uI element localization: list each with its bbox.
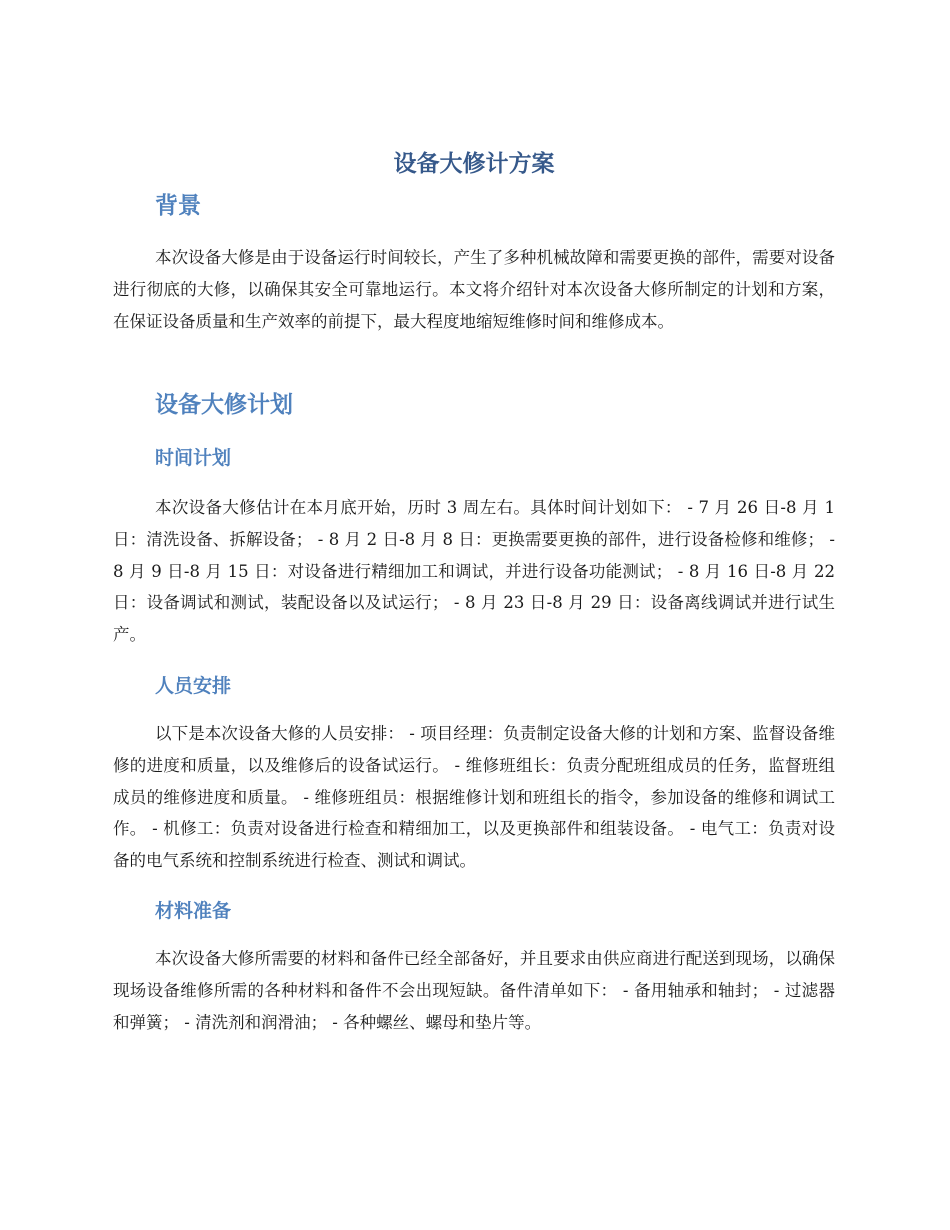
heading-plan: 设备大修计划 xyxy=(155,392,293,418)
paragraph-materials: 本次设备大修所需要的材料和备件已经全部备好，并且要求由供应商进行配送到现场，以确保现场设备维修所需的各种材料和备件不会出现短缺。备件清单如下： - 备用轴承和轴封； - 过滤器和弹簧； - 清洗剂和润滑油； - 各种螺丝、螺母和垫片等。 xyxy=(113,949,835,1032)
heading-materials: 材料准备 xyxy=(155,900,232,922)
heading-time-plan: 时间计划 xyxy=(155,447,232,469)
document-title: 设备大修计方案 xyxy=(393,151,555,177)
paragraph-staffing: 以下是本次设备大修的人员安排： - 项目经理：负责制定设备大修的计划和方案、监督设备维修的进度和质量，以及维修后的设备试运行。 - 维修班组长：负责分配班组成员的任务，监督班组成员的维修进度和质量。 - 维修班组员：根据维修计划和班组长的指令，参加设备的维修和调试工作。 - 机修工：负责对设备进行检查和精细加工，以及更换部件和组装设备。 - 电气工：负责对设备的电气系统和控制系统进行检查、测试和调试。 xyxy=(113,724,835,871)
heading-background: 背景 xyxy=(155,193,201,219)
paragraph-background: 本次设备大修是由于设备运行时间较长，产生了多种机械故障和需要更换的部件，需要对设备进行彻底的大修，以确保其安全可靠地运行。本文将介绍针对本次设备大修所制定的计划和方案，在保证设备质量和生产效率的前提下，最大程度地缩短维修时间和维修成本。 xyxy=(113,248,835,331)
paragraph-time-plan: 本次设备大修估计在本月底开始，历时 3 周左右。具体时间计划如下： - 7 月 26 日-8 月 1 日：清洗设备、拆解设备； - 8 月 2 日-8 月 8 日：更换需要更换的部件，进行设备检修和维修； - 8 月 9 日-8 月 15 日：对设备进行精细加工和调试，并进行设备功能测试； - 8 月 16 日-8 月 22 日：设备调试和测试，装配设备以及试运行； - 8 月 23 日-8 月 29 日：设备离线调试并进行试生产。 xyxy=(113,498,835,645)
heading-staffing: 人员安排 xyxy=(155,675,232,697)
